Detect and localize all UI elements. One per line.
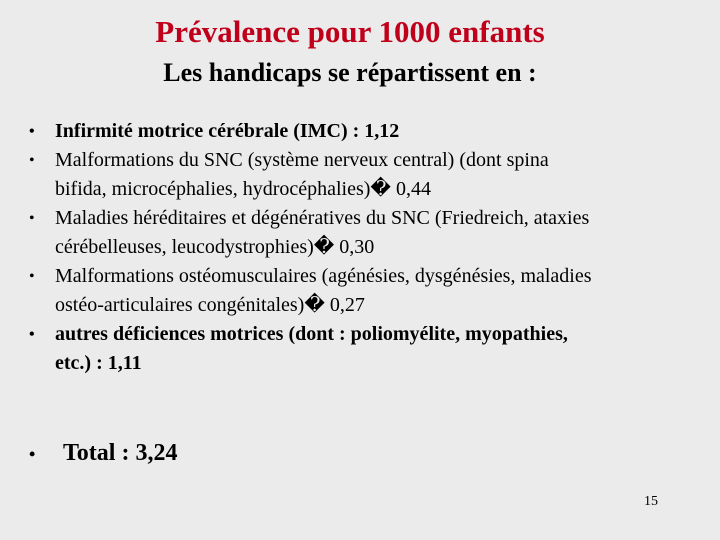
bullet-item-imc: [29, 117, 709, 146]
total-text: Total : 3,24: [63, 440, 178, 466]
bullet-line: cérébelleuses, leucodystrophies)� 0,30: [55, 236, 375, 258]
slide-subtitle: Les handicaps se répartissent en :: [163, 58, 537, 87]
bullet-list: [29, 117, 709, 378]
total-line: [29, 440, 177, 467]
bullet-line: Malformations ostéomusculaires (agénésies, dysgénésies, maladies: [55, 265, 592, 287]
bullet-dot: •: [29, 268, 35, 285]
bullet-item-malformations-osteomusculaires: [29, 262, 709, 320]
bullet-item-maladies-hereditaires: [29, 204, 709, 262]
bullet-dot: •: [29, 123, 35, 140]
bullet-dot: •: [29, 444, 36, 464]
bullet-dot: •: [29, 152, 35, 169]
bullet-line: ostéo-articulaires congénitales)� 0,27: [55, 294, 365, 316]
bullet-line: etc.) : 1,11: [55, 352, 142, 374]
bullet-item-malformations-snc: [29, 146, 709, 204]
page-number: 15: [644, 494, 658, 509]
bullet-line: Malformations du SNC (système nerveux central) (dont spina: [55, 149, 549, 171]
bullet-line: Infirmité motrice cérébrale (IMC) : 1,12: [55, 120, 400, 142]
slide-title: Prévalence pour 1000 enfants: [155, 14, 545, 49]
bullet-line: autres déficiences motrices (dont : poliomyélite, myopathies,: [55, 323, 568, 345]
bullet-line: Maladies héréditaires et dégénératives du SNC (Friedreich, ataxies: [55, 207, 590, 229]
bullet-item-autres-deficiences: [29, 320, 709, 378]
bullet-dot: •: [29, 210, 35, 227]
bullet-dot: •: [29, 326, 35, 343]
bullet-line: bifida, microcéphalies, hydrocéphalies)� 0,44: [55, 178, 431, 200]
